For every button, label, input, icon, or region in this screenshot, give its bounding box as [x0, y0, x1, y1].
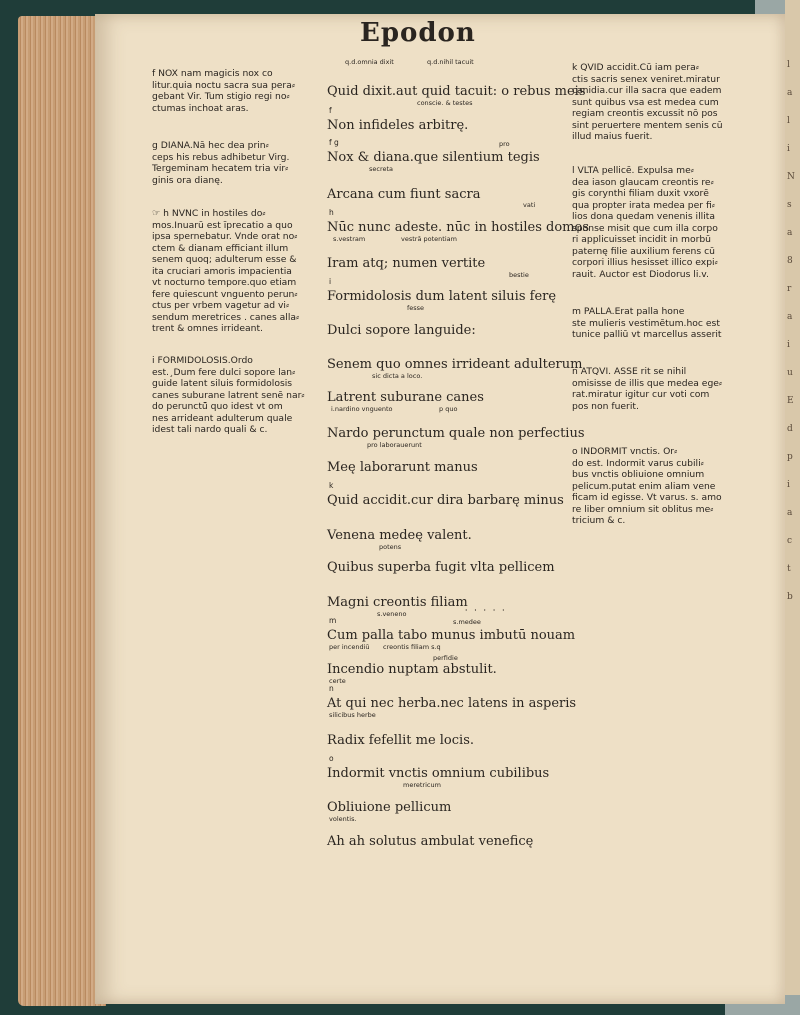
note-line: sint peruertere mentem senis cū: [572, 119, 723, 131]
note-line: canes suburane latrent senē nar⸗: [152, 389, 305, 401]
note-line: idest tali nardo quali & c.: [152, 424, 268, 435]
verse-line: Indormit vnctis omnium cubilibus: [327, 766, 550, 781]
interlinear-gloss: s.medee: [453, 618, 481, 626]
note-line: m PALLA.Erat palla hone: [572, 306, 685, 317]
interlinear-gloss: vati: [523, 201, 536, 209]
verse-marker: o: [329, 754, 334, 763]
interlinear-gloss: bestie: [509, 271, 529, 279]
verse-line: Venena medeę valent.: [327, 528, 472, 543]
left-note-3: [152, 208, 299, 335]
note-line: mos.Inuarū est īprecatio a quo: [152, 219, 293, 231]
interlinear-gloss: p quo: [439, 405, 458, 413]
interlinear-gloss: potens: [379, 543, 402, 551]
facing-page-char: 8: [787, 256, 793, 266]
note-line: senem quoq; adulterum esse &: [152, 254, 297, 265]
verse-marker: f: [329, 106, 332, 115]
verse-line: Quid accidit.cur dira barbarę minus: [327, 493, 564, 508]
note-line: ctus per vrbem vagetur ad vi⸗: [152, 300, 290, 311]
facing-page-char: i: [787, 144, 790, 154]
interlinear-gloss: conscie. & testes: [417, 99, 473, 107]
right-note-5: [572, 446, 722, 527]
verse-marker: i: [329, 277, 332, 286]
verse-line: At qui nec herba.nec latens in asperis: [327, 696, 577, 711]
interlinear-gloss: creontis filiam s.q: [383, 643, 441, 651]
interlinear-gloss: s.veneno: [377, 610, 407, 618]
verse-line: Dulci sopore languide:: [327, 323, 476, 338]
note-line: dea iason glaucam creontis re⸗: [572, 176, 714, 188]
note-line: g DIANA.Nā hec dea prin⸗: [152, 140, 269, 151]
interlinear-gloss: per incendiū: [329, 643, 370, 651]
note-line: sunt quibus vsa est medea cum: [572, 96, 719, 108]
facing-page-char: i: [787, 340, 790, 350]
interlinear-gloss: i.nardino vnguento: [331, 405, 393, 413]
verse-marker: f g: [329, 138, 339, 147]
note-line: ginis ora dianę.: [152, 174, 223, 186]
note-line: i FORMIDOLOSIS.Ordo: [152, 355, 253, 366]
note-line: corpori illius hesisset illico expi⸗: [572, 257, 718, 268]
note-line: o INDORMIT vnctis. Or⸗: [572, 446, 678, 457]
facing-page-char: a: [787, 88, 793, 98]
facing-page-char: N: [787, 172, 795, 182]
verse-line: Obliuione pellicum: [327, 800, 452, 815]
note-line: illud maius fuerit.: [572, 131, 653, 142]
note-line: n ATQVI. ASSE rit se nihil: [572, 366, 687, 377]
note-line: trent & omnes irrideant.: [152, 323, 263, 334]
interlinear-gloss: certe: [329, 677, 346, 685]
verse-line: Magni creontis filiam: [327, 595, 468, 610]
interlinear-gloss: sic dicta a loco.: [372, 372, 423, 380]
note-line: bus vnctis obliuione omnium: [572, 469, 705, 480]
verse-line: Nardo perunctum quale non perfectius: [327, 426, 585, 441]
right-note-3: [572, 306, 722, 341]
interlinear-gloss: perfidie: [433, 654, 458, 662]
verse-line: Nox & diana.que silentium tegis: [327, 150, 540, 165]
right-note-1: [572, 62, 723, 143]
note-line: ita cruciari amoris impacientia: [152, 265, 292, 277]
verse-line: Latrent suburane canes: [327, 390, 484, 405]
verse-marker: m: [329, 616, 337, 625]
right-note-2: [572, 165, 718, 280]
facing-page-char: l: [787, 116, 790, 126]
note-line: ficam id egisse. Vt varus. s. amo: [572, 492, 722, 503]
verse-line: Senem quo omnes irrideant adulterum: [327, 357, 583, 372]
note-line: vt nocturno tempore.quo etiam: [152, 277, 297, 288]
note-line: guide latent siluis formidolosis: [152, 378, 293, 389]
note-line: fere quiescunt vnguento perun⸗: [152, 288, 298, 300]
interlinear-gloss: q.d.omnia dixit: [345, 58, 394, 66]
verse-marker: h: [329, 208, 334, 217]
note-line: regiam creontis excussit nō pos: [572, 108, 718, 119]
note-line: ste mulieris vestimētum.hoc est: [572, 317, 720, 329]
verse-line: Ah ah solutus ambulat veneficę: [327, 834, 534, 849]
facing-page-char: a: [787, 508, 793, 518]
note-line: litur.quia noctu sacra sua pera⸗: [152, 79, 295, 91]
verse-line: Radix fefellit me locis.: [327, 733, 474, 748]
facing-page-char: c: [787, 536, 793, 546]
verse-line: Cum palla tabo munus imbutū nouam: [327, 628, 576, 643]
facing-page-sliver: [785, 0, 800, 1015]
note-line: ipsa spernebatur. Vnde orat no⸗: [152, 231, 298, 242]
facing-page-char: E: [787, 396, 794, 406]
note-line: Tergeminam hecatem tria vir⸗: [152, 163, 289, 174]
note-line: qua propter irata medea per fi⸗: [572, 199, 715, 211]
facing-page-char: a: [787, 228, 793, 238]
verse-line: Non infideles arbitrę.: [327, 118, 469, 133]
note-line: lios dona quedam venenis illita: [572, 211, 715, 222]
note-line: re liber omnium sit oblitus me⸗: [572, 503, 714, 515]
facing-page-char: d: [787, 424, 793, 434]
facing-page-char: t: [787, 564, 791, 574]
note-line: rauit. Auctor est Diodorus li.v.: [572, 268, 709, 280]
interlinear-gloss: silicibus herbe: [329, 711, 376, 719]
page-edges: [18, 16, 106, 1006]
interlinear-gloss: fesse: [407, 304, 425, 312]
facing-page-char: p: [787, 452, 793, 462]
note-line: do perunctū̄ quo idest vt om: [152, 401, 283, 412]
verse-marker: n: [329, 684, 334, 693]
note-line: pos non fuerit.: [572, 400, 639, 412]
facing-page-char: s: [787, 200, 792, 210]
note-line: paternę filie auxilium ferens cū: [572, 245, 715, 257]
interlinear-gloss: q.d.nihil tacuit: [427, 58, 474, 66]
left-note-1: [152, 68, 295, 114]
note-line: est.¸Dum fere dulci sopore lan⸗: [152, 366, 296, 378]
interlinear-gloss: volentis.: [329, 815, 357, 823]
note-line: k QVID accidit.Cū iam pera⸗: [572, 62, 699, 73]
facing-page-char: a: [787, 312, 793, 322]
verse-line: Iram atq; numen vertite: [327, 256, 486, 271]
right-note-4: [572, 366, 722, 412]
note-line: sponse misit que cum illa corpo: [572, 222, 718, 234]
interlinear-gloss: s.vestram: [333, 235, 366, 243]
note-line: l VLTA pellicē. Expulsa me⸗: [572, 165, 694, 176]
note-line: ctumas inchoat aras.: [152, 102, 249, 114]
ellipsis-ornament: ⸱ ⸱ ⸱ ⸱ ⸱: [465, 606, 507, 616]
note-line: gebant Vir. Tum stigio regi no⸗: [152, 91, 290, 102]
note-line: f NOX nam magicis nox co: [152, 68, 273, 79]
interlinear-gloss: pro: [499, 140, 510, 148]
note-line: ctis sacris senex veniret.miratur: [572, 73, 720, 85]
verse-line: Arcana cum fiunt sacra: [327, 187, 481, 202]
interlinear-gloss: pro laborauerunt: [367, 441, 422, 449]
verse-line: Incendio nuptam abstulit.: [327, 662, 497, 677]
note-line: sendum meretrices . canes alla⸗: [152, 311, 300, 323]
verse-marker: k: [329, 481, 334, 490]
note-line: rat.miratur igitur cur voti com: [572, 389, 710, 400]
facing-page-char: b: [787, 592, 793, 602]
facing-page-char: r: [787, 284, 792, 294]
verse-line: Nūc nunc adeste. nūc in hostiles domos: [327, 220, 590, 235]
facing-page-char: i: [787, 480, 790, 490]
note-line: ceps his rebus adhibetur Virg.: [152, 151, 290, 163]
interlinear-gloss: meretricum: [403, 781, 441, 789]
verse-line: Quibus superba fugit vlta pellicem: [327, 560, 555, 575]
page-header: Epodon: [360, 18, 476, 48]
note-line: nes arrideant adulterum quale: [152, 412, 293, 424]
facing-page-char: l: [787, 60, 790, 70]
note-line: canidia.cur illa sacra que eadem: [572, 85, 722, 96]
facing-page-char: u: [787, 368, 793, 378]
interlinear-gloss: vestrā potentiam: [401, 235, 457, 243]
note-line: do est. Indormit varus cubili⸗: [572, 457, 704, 469]
left-note-2: [152, 140, 289, 186]
note-line: ☞ h NVNC in hostiles do⸗: [152, 208, 266, 219]
verse-line: Meę laborarunt manus: [327, 460, 478, 475]
note-line: pelicum.putat enim aliam vene: [572, 480, 716, 492]
verse-line: Quid dixit.aut quid tacuit: o rebus meis: [327, 84, 586, 99]
note-line: omisisse de illis que medea ege⸗: [572, 377, 722, 389]
verse-line: Formidolosis dum latent siluis ferę: [327, 289, 557, 304]
note-line: tunice palliū vt marcellus asserit: [572, 329, 722, 340]
note-line: ctem & dianam efficiant illum: [152, 242, 289, 254]
interlinear-gloss: secreta: [369, 165, 394, 173]
left-note-4: [152, 355, 304, 436]
note-line: ri applicuisset incidit in morbū: [572, 234, 712, 245]
note-line: gis corynthi filiam duxit vxorē: [572, 188, 709, 199]
note-line: tricium & c.: [572, 515, 626, 526]
